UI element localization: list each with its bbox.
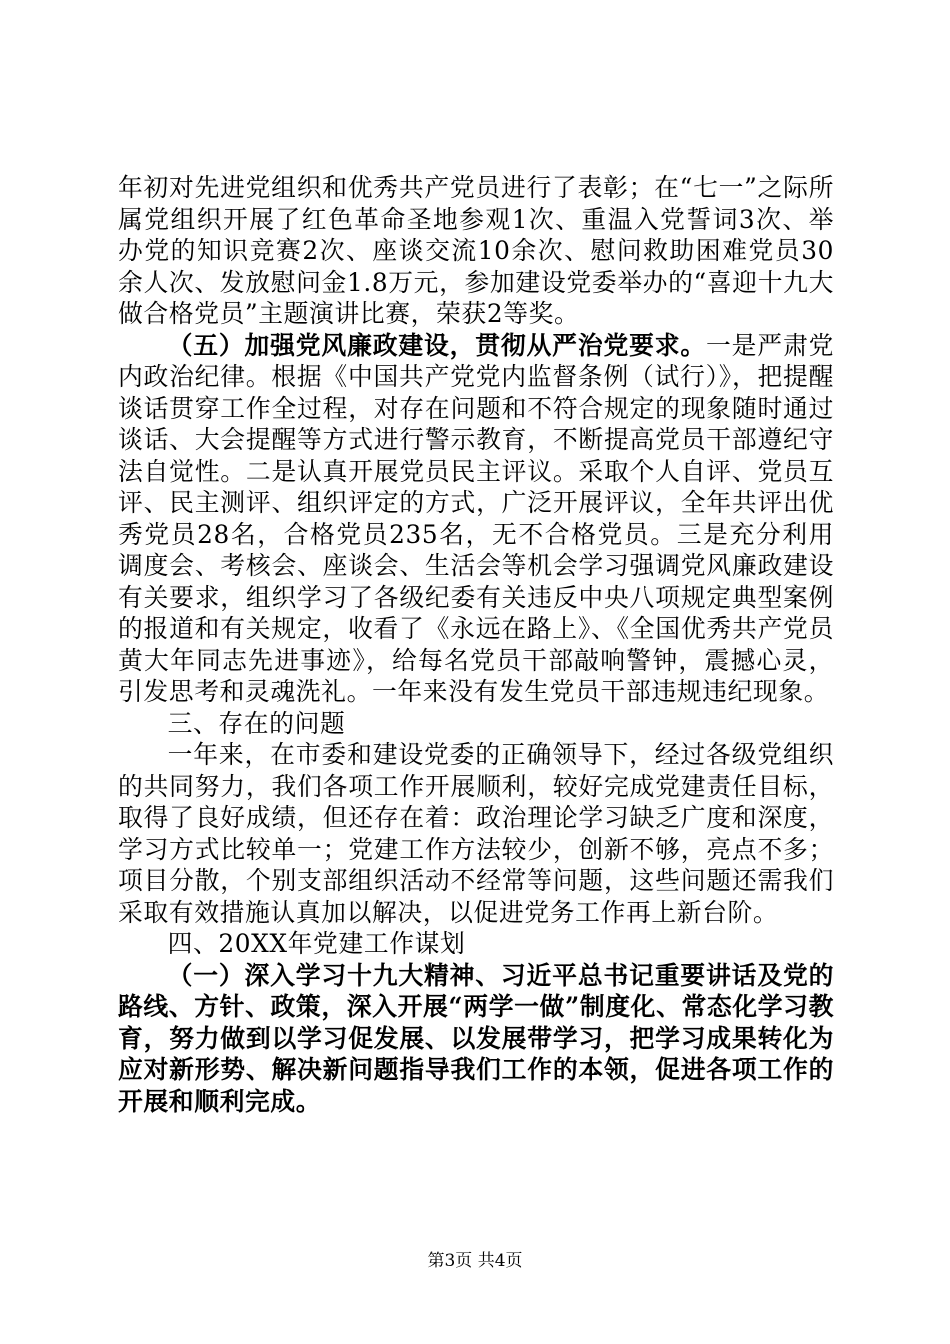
paragraph-existing-problems: 一年来，在市委和建设党委的正确领导下，经过各级党组织的共同努力，我们各项工作开展顺利，较好完成党建责任目标，取得了良好成绩，但还存在着：政治理论学习缺乏广度和深度，学习方式比较单一；党建工作方法较少，创新不够，亮点不多；项目分散，个别支部组织活动不经常等问题，这些问题还需我们采取有效措施认真加以解决，以促进党务工作再上新台阶。 [118,740,834,927]
paragraph-party-conduct-body: 一是严肃党内政治纪律。根据《中国共产党党内监督条例（试行）》，把提醒谈话贯穿工作全过程，对存在问题和不符合规定的现象随时通过谈话、大会提醒等方式进行警示教育，不断提高党员干部遵纪守法自觉性。二是认真开展党员民主评议。采取个人自评、党员互评、民主测评、组织评定的方式，广泛开展评议，全年共评出优秀党员28名，合格党员235名，无不合格党员。三是充分利用调度会、考核会、座谈会、生活会等机会学习强调党风廉政建设有关要求，组织学习了各级纪委有关违反中央八项规定典型案例的报道和有关规定，收看了《永远在路上》、《全国优秀共产党员黄大年同志先进事迹》，给每名党员干部敲响警钟，震撼心灵，引发思考和灵魂洗礼。一年来没有发生党员干部违规违纪现象。 [118,330,834,706]
page-footer: 第3页 共4页 [427,1251,523,1271]
paragraph-commendation-activities: 年初对先进党组织和优秀共产党员进行了表彰；在“七一”之际所属党组织开展了红色革命圣地参观1次、重温入党誓词3次、举办党的知识竞赛2次、座谈交流10余次、慰问救助困难党员30余人次、发放慰问金1.8万元，参加建设党委举办的“喜迎十九大做合格党员”主题演讲比赛，荣获2等奖。 [118,173,834,328]
body-text [118,172,834,1117]
heading-existing-problems: 三、存在的问题 [167,708,346,738]
heading-work-plan: 四、20XX年党建工作谋划 [167,929,466,958]
paragraph-study-plan: （一）深入学习十九大精神、习近平总书记重要讲话及党的路线、方针、政策，深入开展“两学一做”制度化、常态化学习教育，努力做到以学习促发展、以发展带学习，把学习成果转化为应对新形势、解决新问题指导我们工作的本领，促进各项工作的开展和顺利完成。 [118,960,834,1116]
paragraph-party-conduct-lead: （五）加强党风廉政建设，贯彻从严治党要求。 [167,330,707,360]
paragraph-party-conduct [118,330,834,708]
